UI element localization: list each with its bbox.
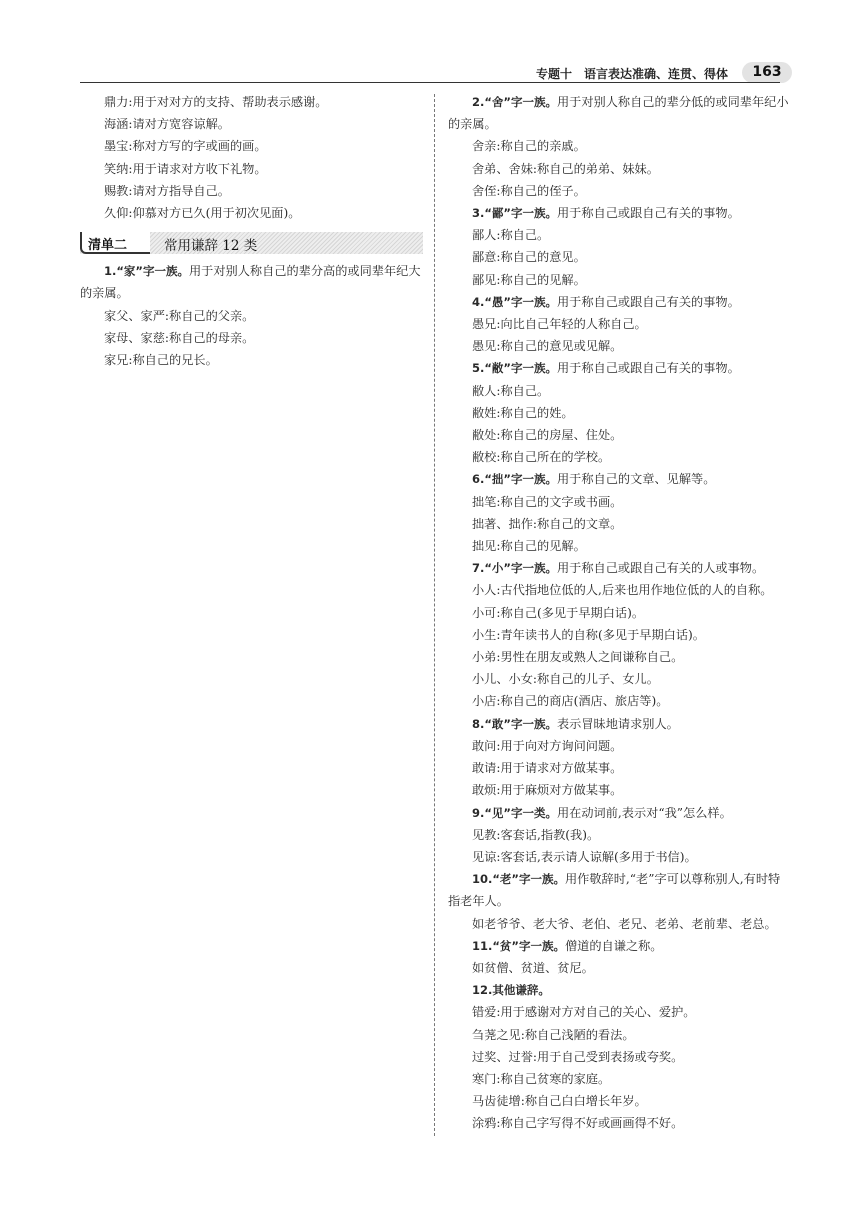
entry-line: 小弟:男性在朋友或熟人之间谦称自己。 [472, 650, 684, 665]
entry-line: 愚见:称自己的意见或见解。 [472, 339, 623, 354]
category-heading [448, 291, 792, 313]
category-title: 11.“贫”字一族。 [472, 938, 565, 953]
section-header [80, 232, 423, 254]
entry-line: 小可:称自己(多见于早期白话)。 [472, 605, 645, 620]
category-title: 5.“敝”字一族。 [472, 361, 557, 376]
entry-line: 拙见:称自己的见解。 [472, 539, 586, 554]
entry-line: 小店:称自己的商店(酒店、旅店等)。 [472, 694, 669, 709]
left-column [80, 91, 423, 371]
entry-line: 舍弟、舍妹:称自己的弟弟、妹妹。 [472, 161, 659, 176]
entry-line: 久仰:仰慕对方已久(用于初次见面)。 [104, 206, 301, 221]
entry-line: 如贫僧、贫道、贫尼。 [472, 960, 594, 975]
category-title: 8.“敢”字一族。 [472, 716, 557, 731]
section-label: 清单二 [88, 238, 128, 254]
category-heading [448, 935, 792, 957]
page-number: 163 [742, 62, 792, 83]
entry-line: 涂鸦:称自己字写得不好或画画得不好。 [472, 1116, 684, 1131]
entry-line: 鄙意:称自己的意见。 [472, 250, 586, 265]
entry-line: 赐教:请对方指导自己。 [104, 183, 230, 198]
category-description: 用在动词前,表示对“我”怎么样。 [557, 805, 732, 820]
category-title: 7.“小”字一族。 [472, 561, 557, 576]
entry-line: 拙笔:称自己的文字或书画。 [472, 494, 623, 509]
entry-line: 马齿徒增:称自己白白增长年岁。 [472, 1094, 647, 1109]
chapter-title: 专题十 语言表达准确、连贯、得体 [535, 67, 728, 81]
entry-line: 敝姓:称自己的姓。 [472, 405, 574, 420]
category-title: 2.“舍”字一族。 [472, 95, 557, 109]
category-title: 3.“鄙”字一族。 [472, 206, 557, 221]
category-heading [448, 557, 792, 579]
category-heading [448, 802, 792, 824]
entry-line: 墨宝:称对方写的字或画的画。 [104, 139, 267, 154]
category-description: 用于称自己或跟自己有关的事物。 [557, 206, 740, 221]
entry-line: 刍荛之见:称自己浅陋的看法。 [472, 1027, 635, 1042]
entry-line: 笑纳:用于请求对方收下礼物。 [104, 161, 267, 176]
entry-line: 家母、家慈:称自己的母亲。 [104, 330, 255, 345]
entry-line: 错爱:用于感谢对方对自己的关心、爱护。 [472, 1005, 696, 1020]
category-title: 1.“家”字一族。 [104, 264, 189, 279]
category-description: 用于对别人称自己的辈分低的或同辈年纪小的亲属。 [448, 95, 789, 132]
category-heading [448, 868, 792, 912]
column-divider [434, 94, 435, 1136]
entry-line: 过奖、过誉:用于自己受到表扬或夸奖。 [472, 1049, 684, 1064]
category-title: 9.“见”字一类。 [472, 805, 557, 820]
category-title: 6.“拙”字一族。 [472, 472, 557, 487]
category-title: 4.“愚”字一族。 [472, 294, 557, 309]
entry-line: 小生:青年读书人的自称(多见于早期白话)。 [472, 627, 705, 642]
entry-line: 拙著、拙作:称自己的文章。 [472, 516, 623, 531]
entry-line: 小人:古代指地位低的人,后来也用作地位低的人的自称。 [472, 583, 773, 598]
category-description: 用于称自己或跟自己有关的事物。 [557, 294, 740, 309]
category-description: 用于称自己或跟自己有关的事物。 [557, 361, 740, 376]
category-heading [80, 260, 423, 304]
entry-line: 敝处:称自己的房屋、住处。 [472, 428, 623, 443]
entry-line: 如老爷爷、老大爷、老伯、老兄、老弟、老前辈、老总。 [472, 916, 777, 931]
entry-line: 家兄:称自己的兄长。 [104, 353, 218, 368]
entry-line: 鄙见:称自己的见解。 [472, 272, 586, 287]
entry-line: 见教:客套话,指教(我)。 [472, 827, 600, 842]
category-heading [448, 91, 792, 135]
entry-line: 见谅:客套话,表示请人谅解(多用于书信)。 [472, 849, 697, 864]
header-rule [80, 82, 780, 83]
category-description: 僧道的自谦之称。 [565, 938, 663, 953]
category-description: 用于称自己的文章、见解等。 [557, 472, 716, 487]
category-heading [448, 713, 792, 735]
entry-line: 寒门:称自己贫寒的家庭。 [472, 1071, 611, 1086]
entry-line: 敝校:称自己所在的学校。 [472, 450, 611, 465]
right-column [448, 91, 792, 1135]
category-description: 表示冒昧地请求别人。 [557, 716, 679, 731]
entry-line: 舍亲:称自己的亲戚。 [472, 139, 586, 154]
entry-line: 家父、家严:称自己的父亲。 [104, 308, 255, 323]
category-heading [448, 202, 792, 224]
category-description: 用于对别人称自己的辈分高的或同辈年纪大的亲属。 [80, 264, 421, 301]
entry-line: 鼎力:用于对对方的支持、帮助表示感谢。 [104, 95, 328, 109]
entry-line: 敢请:用于请求对方做某事。 [472, 761, 623, 776]
category-heading [448, 357, 792, 379]
category-description: 用于称自己或跟自己有关的人或事物。 [557, 561, 765, 576]
category-heading [448, 468, 792, 490]
entry-line: 小儿、小女:称自己的儿子、女儿。 [472, 672, 659, 687]
entry-line: 海涵:请对方宽容谅解。 [104, 117, 230, 132]
page-header [80, 62, 792, 84]
entry-line: 敢问:用于向对方询问问题。 [472, 738, 623, 753]
entry-line: 鄙人:称自己。 [472, 228, 550, 243]
category-title: 12.其他谦辞。 [472, 983, 550, 998]
category-description: 用作敬辞时,“老”字可以尊称别人,有时特指老年人。 [448, 872, 781, 909]
entry-line: 舍侄:称自己的侄子。 [472, 183, 586, 198]
section-title: 常用谦辞 12 类 [164, 238, 258, 255]
entry-line: 敝人:称自己。 [472, 383, 550, 398]
category-title: 10.“老”字一族。 [472, 872, 565, 887]
category-heading [448, 979, 792, 1001]
entry-line: 愚兄:向比自己年轻的人称自己。 [472, 317, 647, 332]
entry-line: 敢烦:用于麻烦对方做某事。 [472, 783, 623, 798]
